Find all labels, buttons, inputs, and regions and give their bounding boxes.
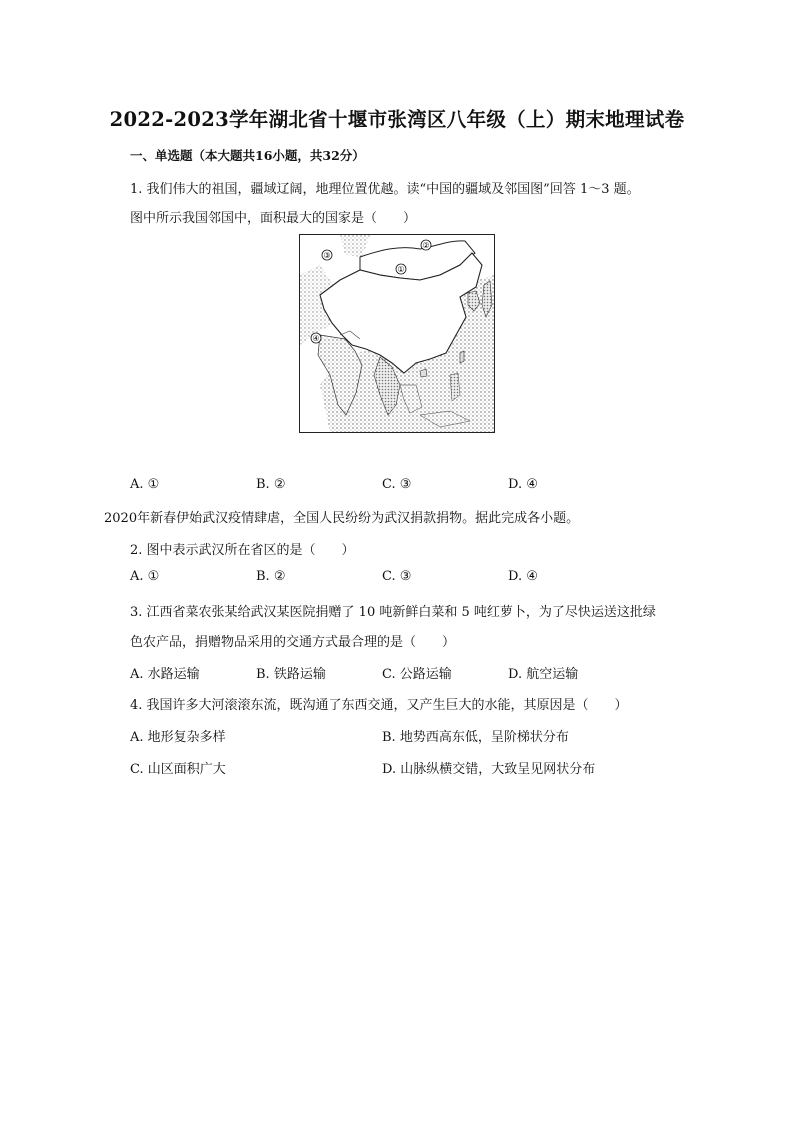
map-marker-4: ④ [312,334,320,343]
question-1-stem-line1: 1. 我们伟大的祖国，疆域辽阔，地理位置优越。读“中国的疆域及邻国图”回答 1～3 题。 [130,182,640,197]
question-4-stem: 4. 我国许多大河滚滚东流，既沟通了东西交通，又产生巨大的水能，其原因是（ ） [130,698,628,713]
section-heading: 一、单选题（本大题共16小题，共32分） [130,148,365,163]
q4-option-b: B. 地势西高东低，呈阶梯状分布 [382,730,569,745]
q2-option-d: D. ④ [508,569,538,584]
map-marker-1: ① [397,265,405,274]
q1-option-d: D. ④ [508,477,538,492]
question-3-stem-line2: 色农产品，捐赠物品采用的交通方式最合理的是（ ） [130,635,456,650]
exam-title: 2022-2023学年湖北省十堰市张湾区八年级（上）期末地理试卷 [109,108,685,131]
china-neighbors-map [299,234,495,433]
question-3-stem-line1: 3. 江西省菜农张某给武汉某医院捐赠了 10 吨新鲜白菜和 5 吨红萝卜，为了尽快运送这批绿 [130,605,656,620]
q4-option-d: D. 山脉纵横交错，大致呈见网状分布 [382,762,596,777]
q1-option-a: A. ① [130,477,160,492]
q2-option-c: C. ③ [382,569,412,584]
q2-option-b: B. ② [256,569,286,584]
q2-option-a: A. ① [130,569,160,584]
q3-option-c: C. 公路运输 [382,667,452,682]
map-marker-3: ③ [323,251,331,260]
map-figure [300,235,494,432]
q1-option-b: B. ② [256,477,286,492]
map-marker-2: ② [422,241,430,250]
question-1-stem-line2: 图中所示我国邻国中，面积最大的国家是（ ） [130,211,417,226]
material-intro: 2020年新春伊始武汉疫情肆虐，全国人民纷纷为武汉捐款捐物。据此完成各小题。 [104,511,580,526]
q3-option-a: A. 水路运输 [130,667,200,682]
q1-option-c: C. ③ [382,477,412,492]
q4-option-a: A. 地形复杂多样 [130,730,226,745]
question-2-stem: 2. 图中表示武汉所在省区的是（ ） [130,543,355,558]
q3-option-b: B. 铁路运输 [256,667,326,682]
q3-option-d: D. 航空运输 [508,667,579,682]
q4-option-c: C. 山区面积广大 [130,762,226,777]
